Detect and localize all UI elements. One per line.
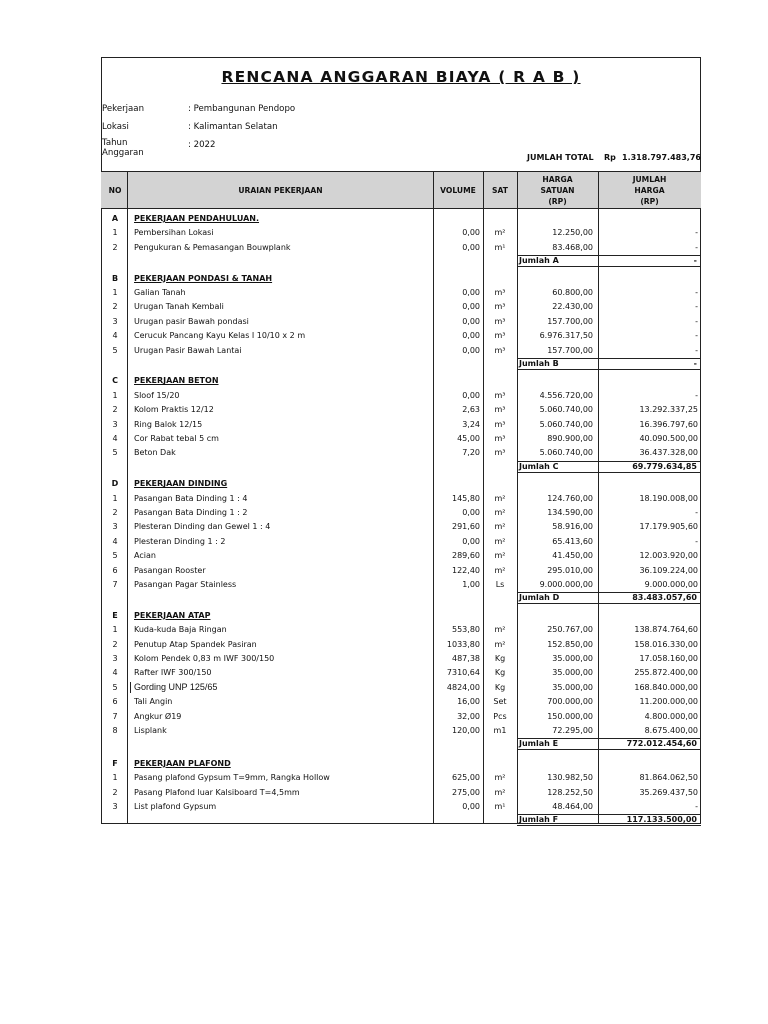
item-unit-price: 124.760,00: [547, 493, 593, 503]
item-no: 2: [112, 508, 118, 517]
item-volume: 122,40: [452, 565, 480, 575]
item-no: 2: [112, 405, 118, 415]
item-unit: m²: [494, 228, 506, 238]
section-code: D: [111, 479, 119, 489]
item-description: Galian Tanah: [134, 288, 186, 297]
item-no: 1: [112, 288, 118, 297]
section-sum-value: 117.133.500,00: [626, 815, 697, 825]
section-sum-value: -: [693, 256, 697, 266]
item-description: Gording UNP 125/65: [130, 682, 217, 693]
item-description: Beton Dak: [134, 448, 176, 458]
item-total: -: [695, 345, 698, 355]
info-value: : 2022: [188, 140, 216, 150]
item-volume: 0,00: [462, 302, 480, 312]
item-unit-price: 60.800,00: [552, 288, 593, 297]
item-unit-price: 48.464,00: [552, 802, 593, 811]
item-unit-price: 35.000,00: [552, 668, 593, 678]
item-unit: m²: [494, 773, 506, 783]
item-unit: m³: [494, 288, 506, 297]
item-no: 1: [112, 390, 118, 400]
item-unit-price: 295.010,00: [547, 565, 593, 575]
item-description: Pembersihan Lokasi: [134, 228, 214, 238]
item-volume: 0,00: [462, 316, 480, 326]
item-volume: 0,00: [462, 508, 480, 517]
item-no: 4: [112, 536, 118, 546]
item-no: 2: [112, 787, 118, 797]
item-volume: 0,00: [462, 228, 480, 238]
item-total: 11.200.000,00: [639, 697, 698, 707]
item-total: -: [695, 288, 698, 297]
item-description: Pengukuran & Pemasangan Bouwplank: [134, 242, 291, 252]
section-title: PEKERJAAN PLAFOND: [134, 758, 231, 768]
item-no: 2: [112, 242, 118, 252]
info-label: Tahun Anggaran: [102, 138, 144, 158]
item-unit: m³: [494, 345, 506, 355]
item-volume: 275,00: [452, 787, 480, 797]
item-unit-price: 6.976.317,50: [539, 331, 593, 341]
item-no: 5: [112, 682, 118, 692]
item-description: Pasangan Bata Dinding 1 : 4: [134, 493, 248, 503]
item-volume: 0,00: [462, 242, 480, 252]
item-description: Urugan Tanah Kembali: [134, 302, 224, 312]
item-total: -: [695, 302, 698, 312]
item-volume: 2,63: [462, 405, 480, 415]
item-unit-price: 250.767,00: [547, 625, 593, 635]
item-unit-price: 35.000,00: [552, 682, 593, 692]
header-sat: SAT: [492, 185, 508, 195]
item-unit-price: 5.060.740,00: [539, 419, 593, 429]
section-sum-value: 772.012.454,60: [626, 739, 697, 749]
item-description: Plesteran Dinding 1 : 2: [134, 536, 226, 546]
section-code: F: [112, 758, 118, 768]
section-sum-label: Jumlah B: [519, 359, 559, 368]
item-description: Kolom Praktis 12/12: [134, 405, 214, 415]
item-total: 17.179.905,60: [639, 522, 698, 532]
item-no: 3: [112, 654, 118, 663]
item-unit-price: 5.060.740,00: [539, 448, 593, 458]
section-sum-label: Jumlah F: [519, 815, 559, 825]
item-unit-price: 72.295,00: [552, 726, 593, 735]
item-unit: m¹: [494, 242, 506, 252]
item-volume: 625,00: [452, 773, 480, 783]
item-no: 1: [112, 773, 118, 783]
item-total: 8.675.400,00: [644, 726, 698, 735]
section-code: C: [112, 376, 118, 386]
item-no: 5: [112, 345, 118, 355]
item-total: 36.109.224,00: [639, 565, 698, 575]
section-title: PEKERJAAN BETON: [134, 376, 219, 386]
item-total: 35.269.437,50: [639, 787, 698, 797]
item-unit-price: 890.900,00: [547, 434, 593, 443]
item-no: 4: [112, 434, 118, 443]
item-volume: 0,00: [462, 390, 480, 400]
header-jumlah-harga: JUMLAH HARGA (RP): [632, 174, 667, 206]
item-unit: Pcs: [493, 711, 507, 721]
item-unit-price: 9.000.000,00: [539, 580, 593, 589]
item-no: 1: [112, 625, 118, 635]
item-unit-price: 5.060.740,00: [539, 405, 593, 415]
item-unit: m³: [494, 302, 506, 312]
item-no: 2: [112, 639, 118, 649]
item-volume: 289,60: [452, 551, 480, 561]
item-unit: Kg: [494, 654, 506, 663]
item-description: Pasangan Bata Dinding 1 : 2: [134, 508, 248, 517]
item-volume: 553,80: [452, 625, 480, 635]
section-title: PEKERJAAN ATAP: [134, 610, 211, 620]
item-unit-price: 22.430,00: [552, 302, 593, 312]
header-harga-satuan: HARGA SATUAN (RP): [540, 174, 575, 206]
item-unit: m²: [494, 625, 506, 635]
item-unit: m²: [494, 508, 506, 517]
header-volume: VOLUME: [440, 185, 476, 195]
item-volume: 0,00: [462, 345, 480, 355]
item-no: 3: [112, 419, 118, 429]
item-description: Urugan pasir Bawah pondasi: [134, 316, 249, 326]
section-sum-label: Jumlah E: [519, 739, 559, 749]
item-no: 1: [112, 228, 118, 238]
item-no: 4: [112, 331, 118, 341]
section-code: B: [111, 273, 119, 283]
item-description: Ring Balok 12/15: [134, 419, 203, 429]
section-sum-label: Jumlah D: [519, 593, 560, 603]
item-no: 8: [112, 726, 118, 735]
info-label: Lokasi: [102, 122, 129, 132]
item-total: 13.292.337,25: [639, 405, 698, 415]
item-volume: 487,38: [452, 654, 480, 663]
item-unit: m³: [494, 331, 506, 341]
item-volume: 120,00: [452, 726, 480, 735]
item-unit: m¹: [494, 802, 506, 811]
item-no: 6: [112, 565, 118, 575]
item-total: -: [695, 242, 698, 252]
item-no: 7: [112, 580, 118, 589]
grand-total-label: JUMLAH TOTAL: [527, 153, 594, 162]
item-unit-price: 700.000,00: [547, 697, 593, 707]
item-unit-price: 157.700,00: [547, 316, 593, 326]
grand-total-value: 1.318.797.483,76: [622, 153, 701, 162]
section-sum-label: Jumlah A: [519, 256, 559, 266]
item-unit: Kg: [494, 682, 506, 692]
item-no: 4: [112, 668, 118, 678]
item-total: -: [695, 508, 698, 517]
item-total: 168.840.000,00: [634, 682, 698, 692]
item-volume: 7310,64: [446, 668, 480, 678]
item-total: 81.864.062,50: [639, 773, 698, 783]
item-unit-price: 65.413,60: [552, 536, 593, 546]
item-volume: 0,00: [462, 288, 480, 297]
item-total: 17.058.160,00: [639, 654, 698, 663]
item-description: Lisplank: [134, 726, 167, 735]
header-uraian: URAIAN PEKERJAAN: [238, 185, 323, 195]
item-unit-price: 130.982,50: [547, 773, 593, 783]
item-description: Pasangan Rooster: [134, 565, 206, 575]
item-unit: m²: [494, 639, 506, 649]
item-volume: 32,00: [457, 711, 480, 721]
item-unit: m²: [494, 536, 506, 546]
item-total: 36.437.328,00: [639, 448, 698, 458]
item-unit-price: 152.850,00: [547, 639, 593, 649]
item-no: 5: [112, 448, 118, 458]
item-unit: m²: [494, 565, 506, 575]
section-code: E: [112, 610, 118, 620]
grand-total-currency: Rp: [604, 153, 616, 162]
item-unit-price: 35.000,00: [552, 654, 593, 663]
item-total: -: [695, 331, 698, 341]
item-volume: 45,00: [457, 434, 480, 443]
item-volume: 4824,00: [446, 682, 480, 692]
item-unit-price: 83.468,00: [552, 242, 593, 252]
item-total: -: [695, 536, 698, 546]
item-total: 16.396.797,60: [639, 419, 698, 429]
item-volume: 7,20: [462, 448, 480, 458]
item-unit-price: 128.252,50: [547, 787, 593, 797]
item-description: Cor Rabat tebal 5 cm: [134, 434, 219, 443]
item-unit-price: 4.556.720,00: [539, 390, 593, 400]
item-description: Plesteran Dinding dan Gewel 1 : 4: [134, 522, 271, 532]
item-unit: Set: [493, 697, 507, 707]
section-sum-value: 69.779.634,85: [632, 461, 697, 471]
item-unit: m³: [494, 316, 506, 326]
section-title: PEKERJAAN PENDAHULUAN.: [134, 214, 260, 223]
item-unit: m²: [494, 522, 506, 532]
item-total: 9.000.000,00: [644, 580, 698, 589]
item-total: -: [695, 228, 698, 238]
item-total: 18.190.008,00: [639, 493, 698, 503]
item-description: Acian: [134, 551, 156, 561]
item-total: 40.090.500,00: [639, 434, 698, 443]
item-description: Penutup Atap Spandek Pasiran: [134, 639, 257, 649]
item-volume: 3,24: [462, 419, 480, 429]
info-value: : Kalimantan Selatan: [188, 122, 278, 132]
item-no: 2: [112, 302, 118, 312]
section-title: PEKERJAAN DINDING: [134, 479, 228, 489]
item-no: 1: [112, 493, 118, 503]
item-unit: m³: [494, 448, 506, 458]
item-volume: 0,00: [462, 802, 480, 811]
item-total: -: [695, 802, 698, 811]
info-value: : Pembangunan Pendopo: [188, 104, 296, 114]
item-unit: m1: [493, 726, 507, 735]
item-unit-price: 150.000,00: [547, 711, 593, 721]
item-no: 3: [112, 522, 118, 532]
item-unit: m³: [494, 405, 506, 415]
item-volume: 16,00: [457, 697, 480, 707]
section-sum-value: 83.483.057,60: [632, 593, 697, 603]
item-volume: 1,00: [462, 580, 480, 589]
item-total: 4.800.000,00: [644, 711, 698, 721]
item-unit-price: 157.700,00: [547, 345, 593, 355]
item-total: 138.874.764,60: [634, 625, 698, 635]
item-volume: 1033,80: [446, 639, 480, 649]
item-description: Urugan Pasir Bawah Lantai: [134, 345, 242, 355]
section-sum-value: -: [693, 359, 697, 368]
section-sum-label: Jumlah C: [519, 461, 559, 471]
item-volume: 0,00: [462, 331, 480, 341]
item-description: Pasang plafond Gypsum T=9mm, Rangka Hollow: [134, 773, 330, 783]
item-description: Angkur Ø19: [134, 711, 182, 721]
item-description: Pasang Plafond luar Kalsiboard T=4,5mm: [134, 787, 300, 797]
item-total: 12.003.920,00: [639, 551, 698, 561]
item-total: -: [695, 390, 698, 400]
item-volume: 145,80: [452, 493, 480, 503]
item-description: Pasangan Pagar Stainless: [134, 580, 237, 589]
item-no: 3: [112, 316, 118, 326]
item-unit-price: 41.450,00: [552, 551, 593, 561]
item-total: -: [695, 316, 698, 326]
item-no: 3: [112, 802, 118, 811]
item-unit: m²: [494, 551, 506, 561]
item-description: List plafond Gypsum: [134, 802, 217, 811]
section-title: PEKERJAAN PONDASI & TANAH: [134, 273, 273, 283]
item-unit: m³: [494, 434, 506, 443]
item-volume: 0,00: [462, 536, 480, 546]
item-description: Tali Angin: [134, 697, 173, 707]
item-unit: Ls: [495, 580, 505, 589]
item-unit: Kg: [494, 668, 506, 678]
item-description: Cerucuk Pancang Kayu Kelas I 10/10 x 2 m: [134, 331, 306, 341]
item-no: 5: [112, 551, 118, 561]
item-description: Kuda-kuda Baja Ringan: [134, 625, 227, 635]
item-unit-price: 134.590,00: [547, 508, 593, 517]
item-description: Sloof 15/20: [134, 390, 180, 400]
item-total: 158.016.330,00: [634, 639, 698, 649]
item-no: 7: [112, 711, 118, 721]
item-unit: m²: [494, 493, 506, 503]
item-description: Rafter IWF 300/150: [134, 668, 212, 678]
item-unit-price: 12.250,00: [552, 228, 593, 238]
item-no: 6: [112, 697, 118, 707]
item-volume: 291,60: [452, 522, 480, 532]
item-total: 255.872.400,00: [634, 668, 698, 678]
item-unit-price: 58.916,00: [552, 522, 593, 532]
item-unit: m³: [494, 390, 506, 400]
item-unit: m²: [494, 787, 506, 797]
info-label: Pekerjaan: [102, 104, 145, 114]
header-no: NO: [108, 185, 122, 195]
item-unit: m³: [494, 419, 506, 429]
section-code: A: [111, 214, 119, 223]
document-title: RENCANA ANGGARAN BIAYA ( R A B ): [221, 68, 581, 86]
item-description: Kolom Pendek 0,83 m IWF 300/150: [134, 654, 275, 663]
